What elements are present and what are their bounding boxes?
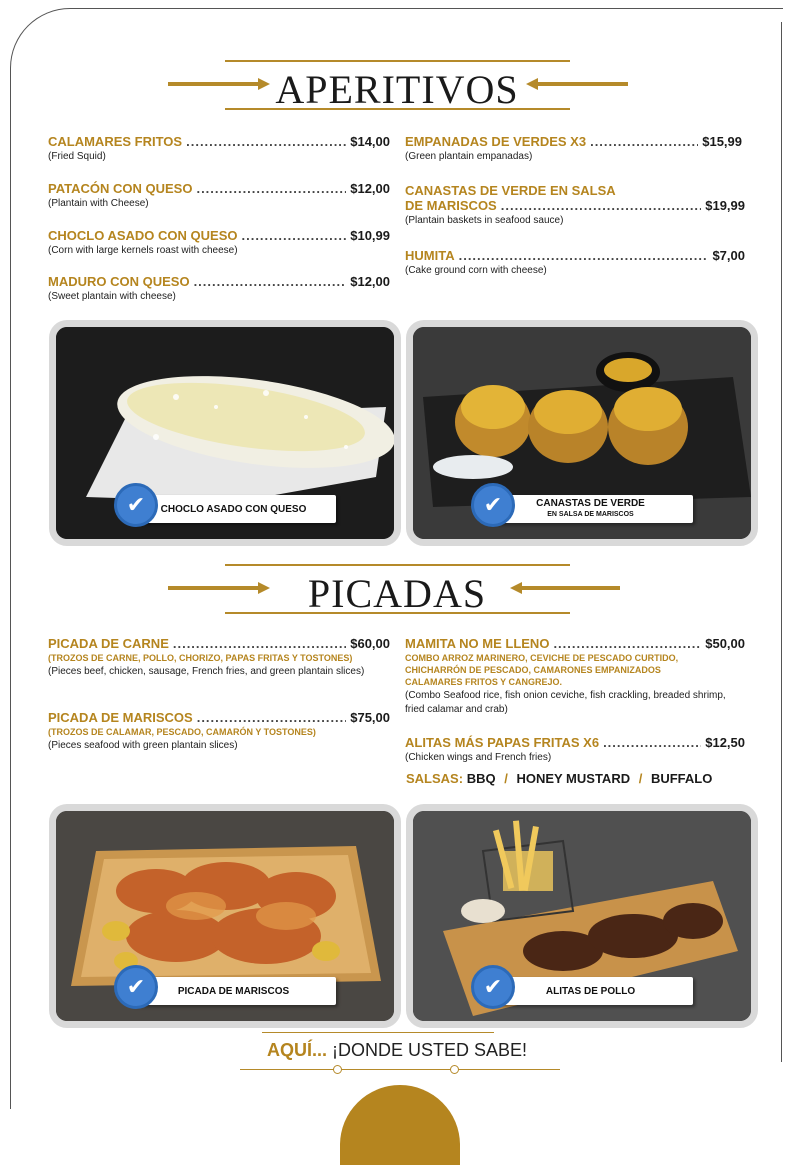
footer-accent: AQUÍ... [266,1040,327,1060]
sauces-label: SALSAS: [406,771,464,786]
item-name: EMPANADAS DE VERDES X3 [405,134,587,149]
item-desc: (Corn with large kernels roast with cheese) [48,245,238,256]
item-price: $50,00 [705,636,745,651]
dot-ornament [333,1065,342,1074]
check-badge-icon: ✔ [114,483,158,527]
menu-item [48,274,390,304]
sauces-line [406,771,712,786]
sauce-option: HONEY MUSTARD [516,771,631,786]
food-photo-canastas [406,320,758,546]
food-photo-alitas [406,804,758,1028]
item-name: CHOCLO ASADO CON QUESO [48,228,238,243]
item-price: $12,00 [350,274,390,289]
item-ingredients: (TROZOS DE CALAMAR, PESCADO, CAMARÓN Y TOSTONES) [48,727,316,737]
menu-item [48,710,390,753]
menu-item [405,636,745,717]
header-top-rule [225,564,570,566]
menu-item [405,183,745,228]
item-name: CALAMARES FRITOS [48,134,183,149]
menu-item [405,735,745,765]
photo-caption: CHOCLO ASADO CON QUESO [131,495,336,523]
item-name: MAMITA NO ME LLENO [405,636,550,651]
item-name: PICADA DE MARISCOS [48,710,193,725]
item-desc: (Plantain baskets in seafood sauce) [405,215,564,226]
item-name: MADURO CON QUESO [48,274,190,289]
sauce-separator: / [504,771,508,786]
menu-item [48,228,390,258]
item-desc: (Plantain with Cheese) [48,198,149,209]
header-top-rule [225,60,570,62]
item-ingredients: COMBO ARROZ MARINERO, CEVICHE DE PESCADO CURTIDO, CHICHARRÓN DE PESCADO, CAMARONES EMPANIZADOS CALAMARES FRITOS Y CANGREJO. [405,653,679,687]
item-price: $10,99 [350,228,390,243]
item-name: PATACÓN CON QUESO [48,181,193,196]
frame-right-line [781,22,782,1062]
item-name-line1: CANASTAS DE VERDE EN SALSA [405,183,616,198]
item-desc: (Pieces seafood with green plantain slices) [48,740,238,751]
item-desc: (Green plantain empanadas) [405,151,533,162]
item-desc: (Combo Seafood rice, fish onion ceviche, fish crackling, breaded shrimp, fried calamar and crab) [405,690,726,715]
item-price: $60,00 [350,636,390,651]
menu-item [48,181,390,211]
item-desc: (Sweet plantain with cheese) [48,291,176,302]
item-desc: (Pieces beef, chicken, sausage, French fries, and green plantain slices) [48,666,365,677]
picadas-header [0,562,794,622]
sauce-separator: / [638,771,643,786]
menu-item [48,636,390,679]
item-price: $19,99 [705,198,745,213]
section-title: APERITIVOS [275,67,519,112]
footer-text: ¡DONDE USTED SABE! [326,1040,528,1060]
item-desc: (Chicken wings and French fries) [405,752,552,763]
item-price: $15,99 [702,134,742,149]
item-price: $7,00 [712,248,745,263]
menu-item [405,248,745,278]
item-desc: (Cake ground corn with cheese) [405,265,547,276]
check-badge-icon: ✔ [471,965,515,1009]
item-name: HUMITA [405,248,455,263]
item-price: $14,00 [350,134,390,149]
food-photo-choclo [49,320,401,546]
menu-item [48,134,390,164]
sauce-option: BBQ [466,771,496,786]
item-desc: (Fried Squid) [48,151,106,162]
footer-top-rule [262,1032,494,1033]
item-name: DE MARISCOS [405,198,497,213]
photo-caption: CANASTAS DE VERDE EN SALSA DE MARISCOS [488,495,693,523]
item-ingredients: (TROZOS DE CARNE, POLLO, CHORIZO, PAPAS FRITAS Y TOSTONES) [48,653,353,663]
item-price: $12,00 [350,181,390,196]
item-name: PICADA DE CARNE [48,636,169,651]
aperitivos-header [0,58,794,118]
food-photo-picada-mariscos [49,804,401,1028]
photo-caption: ALITAS DE POLLO [488,977,693,1005]
dot-ornament [450,1065,459,1074]
item-price: $75,00 [350,710,390,725]
item-price: $12,50 [705,735,745,750]
sauce-option: BUFFALO [650,771,713,786]
footer-bottom-rule [240,1069,560,1070]
menu-item [405,134,742,164]
footer-slogan [0,1040,794,1061]
item-name: ALITAS MÁS PAPAS FRITAS X6 [405,735,600,750]
photo-caption: PICADA DE MARISCOS [131,977,336,1005]
check-badge-icon: ✔ [114,965,158,1009]
check-badge-icon: ✔ [471,483,515,527]
section-title: PICADAS [307,571,487,616]
